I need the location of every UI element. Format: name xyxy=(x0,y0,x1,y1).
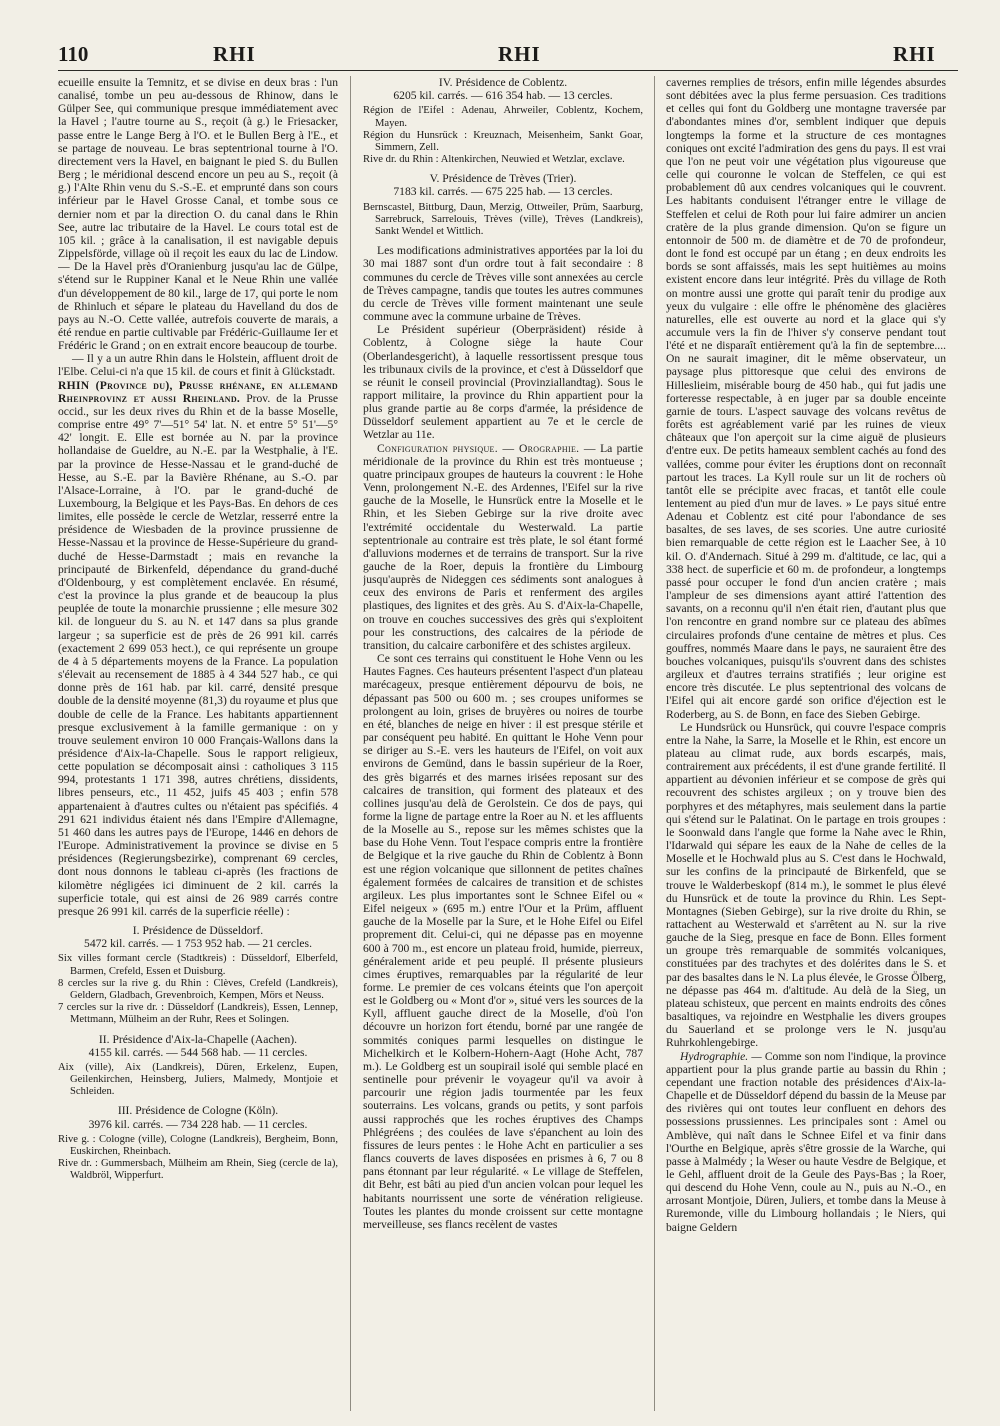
section-stats: 7183 kil. carrés. — 675 225 hab. — 13 cercles. xyxy=(393,185,613,199)
column-right xyxy=(666,76,946,1411)
section-title: I. Présidence de Düsseldorf. xyxy=(132,924,264,937)
subsection-heading: Hydrographie. — xyxy=(680,1049,762,1063)
entry-text: Prov. de la Prusse occid., sur les deux rives du Rhin et de la basse Moselle, comprise entre 49° 7'—51° 54' lat. N. et entre 5° 51'—5° 42' longit. E. Elle est bornée au N. par la province hollandaise de Gueldre, au N.-E. par la Westphalie, à l'E. par la province de Hesse-Nassau et le grand-duché de Hesse, au S.-E. par la Bavière Rhénane, au S.-O. par l'Alsace-Lorraine, à l'O. par le grand-duché de Luxembourg, la Belgique et les Pays-Bas. En dehors de ces limites, elle possède le cercle de Wetzlar, resserré entre la présidence de Wiesbaden de la province prussienne de Hesse-Nassau et la province de Hesse-Supérieure du grand-duché de Hesse-Darmstadt ; mais en revanche la principauté de Birkenfeld, dépendance du grand-duché d'Oldenbourg, y est complètement enclavée. En résumé, c'est la province la plus grande et de beaucoup la plus peuplée de toute la monarchie prussienne ; elle mesure 302 kil. de longueur du S. au N. et 147 dans sa plus grande largeur ; sa superficie est de près de 26 991 kil. carrés (exactement 2 699 053 hect.), ce qui représente un groupe de 4 à 5 départements moyens de la France. La population s'élevait au recensement de 1885 à 4 344 527 hab., ce qui donne près de 161 hab. par kil. carré, densité presque double de la densité moyenne (81,3) du royaume et plus que double de celle de la France. Les habitants appartiennent presque exclusivement à la famille germanique : on y trouve seulement environ 10 000 Français-Wallons dans la présidence d'Aix-la-Chapelle. Sous le rapport religieux, cette population se décomposait ainsi : catholiques 3 115 994, protestants 1 171 398, autres chrétiens, dissidents, libres penseurs, etc., 11 452, juifs 45 403 ; enfin 578 appartenaient à d'autres cultes ou n'étaient pas spécifiés. 4 291 621 individus étaient nés dans l'Empire d'Allemagne, 51 460 dans les autres pays de l'Europe, 1446 en dehors de l'Europe. Administrativement la province se divise en 5 présidences (Regierungsbezirke), comprenant 69 cercles, dont nous donnons le tableau ci-après (les fractions de kilomètre négligées ici diminuent de 2 kil. carrés la superficie totale, qui est ainsi de 26 989 carrés contre presque 26 991 kil. carrés de la superficie réelle) : xyxy=(58,391,338,918)
paragraph: — Il y a un autre Rhin dans le Holstein, affluent droit de l'Elbe. Celui-ci n'a que 15 kil. de cours et finit à Glückstadt. xyxy=(58,352,338,379)
list-item: 8 cercles sur la rive g. du Rhin : Clèves, Crefeld (Landkreis), Geldern, Gladbach, Grevenbroich, Kempen, Mörs et Neuss. xyxy=(58,977,338,1001)
section-stats: 5472 kil. carrés. — 1 753 952 hab. — 21 cercles. xyxy=(84,937,312,951)
column-divider xyxy=(350,76,351,1411)
paragraph-text: La partie méridionale de la province du Rhin est très montueuse ; quatre principaux groupes de hauteurs la couvrent : le Hohe Venn, prolongement N.-E. des Ardennes, l'Eifel sur la rive gauche de la Moselle, le Hunsrück entre la Moselle et le Rhin, et les Sieben Gebirge sur la rive droite avec l'extrémité occidentale du Westerwald. La partie septentrionale au contraire est très plate, le sol étant formé d'alluvions modernes et de terrains de transport. Sur la rive gauche de la Roer, depuis la frontière du Limbourg jusqu'auprès de Nideggen ces sédiments sont analogues à ceux des environs de Paris et renferment des argiles plastiques, des lignites et des grès. Au S. d'Aix-la-Chapelle, on trouve en couches successives des grès qui s'exploitent pour les constructions, des calcaires de la période de transition, du calcaire carbonifère et des schistes argileux. xyxy=(363,441,643,652)
list-item: Bernscastel, Bittburg, Daun, Merzig, Ottweiler, Prüm, Saarburg, Sarrebruck, Sarrelouis, Trèves (ville), Trèves (Landkreis), Sankt Wendel et Wittlich. xyxy=(363,201,643,238)
section-title: IV. Présidence de Coblentz. xyxy=(438,76,568,89)
paragraph-text: Comme son nom l'indique, la province appartient pour la plus grande partie au bassin du Rhin ; cependant une fraction notable des présidences d'Aix-la-Chapelle et de Düsseldorf dépend du bassin de la Meuse par des rivières qui ont toutes leur confluent en dehors des possessions prussiennes. Les principales sont : Amel ou Amblève, qui naît dans le Schnee Eifel et va finir dans l'Ourthe en Belgique, après s'être grossie de la Warche, qui passe à Malmédy ; la Weser ou haute Vesdre de Belgique, et le Gehl, affluent droit de la Geule des Pays-Bas ; la Roer, qui descend du Hohe Venn, coule au N., puis au N.-O., en arrosant Montjoie, Düren, Juliers, et tombe dans la Meuse à Ruremonde, ville du Limbourg hollandais ; le Niers, qui baigne Geldern xyxy=(666,1049,946,1234)
column-middle xyxy=(363,76,643,1411)
paragraph: Le Hundsrück ou Hunsrück, qui couvre l'espace compris entre la Nahe, la Sarre, la Moselle et le Rhin, est encore un plateau au climat rude, aux bords escarpés, mais, contrairement aux précédents, il est d'une grande fertilité. Il appartient au dévonien inférieur et se compose de grès qui recouvrent des schistes argileux ; on y trouve bien des porphyres et des métaphyres, mais seulement dans la partie qui s'étend sur le Palatinat. On le partage en trois groupes : le Soonwald dans l'angle que forme la Nahe avec le Rhin, l'Idarwald qui sépare les eaux de la Nahe de celles de la Moselle et le Hochwald plus au S. C'est dans le Hochwald, sur les confins de la principauté de Birkenfeld, que se trouve le Walderbeskopf (814 m.), le sommet le plus élevé du Hunsrück et de toute la province du Rhin. Les Sept-Montagnes (Sieben Gebirge), sur la rive droite du Rhin, se rattachent au Westerwald et s'arrêtent au N. sur la rive gauche de la Sieg, presque en face de Bonn. Elles forment un groupe très remarquable de sommités volcaniques, constituées par des trachytes et des dolérites dans le S. et par des basaltes dans le N. La plus élevée, le Grosse Ölberg, ne dépasse pas 464 m. d'altitude. Au delà de la Sieg, un plateau schisteux, que percent en maints endroits des cônes basaltiques, va rejoindre en Westphalie les divers groupes du Sauerland et se prolonge vers le N. jusqu'au Ruhrkohlengebirge. xyxy=(666,720,946,1050)
paragraph: Le Président supérieur (Oberpräsident) réside à Coblentz, à Cologne siège la haute Cour (Oberlandesgericht), à laquelle ressortissent presque tous les tribunaux civils de la province, et c'est à Düsseldorf que se réunit le conseil provincial (Provinziallandtag). Sous le rapport militaire, la province du Rhin appartient pour la plus grande partie au 8e corps d'armée, la présidence de Düsseldorf seulement appartient au 7e et le cercle de Wetzlar au 11e. xyxy=(363,323,643,442)
running-head-center: RHI xyxy=(498,42,541,66)
list-item: 7 cercles sur la rive dr. : Düsseldorf (Landkreis), Essen, Lennep, Mettmann, Mülheim an der Ruhr, Rees et Solingen. xyxy=(58,1002,338,1026)
page-header xyxy=(58,40,958,70)
list-item: Rive dr. du Rhin : Altenkirchen, Neuwied et Wetzlar, exclave. xyxy=(363,154,625,166)
list-item: Rive g. : Cologne (ville), Cologne (Landkreis), Bergheim, Bonn, Euskirchen, Rheinbach. xyxy=(58,1133,338,1157)
section-title: V. Présidence de Trèves (Trier). xyxy=(429,172,577,186)
list-item: Rive dr. : Gummersbach, Mülheim am Rhein, Sieg (cercle de la), Waldbröl, Wipperfurt. xyxy=(58,1158,338,1182)
section-stats: 3976 kil. carrés. — 734 228 hab. — 11 cercles. xyxy=(88,1117,308,1131)
list-item: Aix (ville), Aix (Landkreis), Düren, Erkelenz, Eupen, Geilenkirchen, Heinsberg, Juliers, Malmedy, Montjoie et Schleiden. xyxy=(58,1061,338,1098)
list-item: Région de l'Eifel : Adenau, Ahrweiler, Coblentz, Kochem, Mayen. xyxy=(363,105,643,129)
section-stats: 4155 kil. carrés. — 544 568 hab. — 11 cercles. xyxy=(88,1045,308,1059)
header-rule xyxy=(58,70,958,71)
subsection-heading: Configuration physique. — Orographie. — xyxy=(377,441,596,455)
column-left xyxy=(58,76,338,1411)
paragraph: Ce sont ces terrains qui constituent le Hohe Venn ou les Hautes Fagnes. Ces hauteurs présentent l'aspect d'un plateau marécageux, presque entièrement dépourvu de bois, ne dépassant pas 500 ou 600 m. ; ses croupes uniformes se prolongent au loin, grises de bruyères ou noires de tourbe en été, blanches de neige en hiver : il est presque stérile et par conséquent peu habité. En quittant le Hohe Venn pour se diriger au S.-E. vers les hauteurs de l'Eifel, on voit aux environs de Gemünd, dans le bassin supérieur de la Roer, des grès bigarrés et des marnes irisées reposant sur des calcaires de transition, qui forment des plateaux et des collines jusqu'au delà de Gerolstein. Ce dos de pays, qui forme la ligne de partage entre la Roer au N. et les affluents de la Moselle au S., repose sur les mêmes schistes que la base du Hohe Venn. Tout l'espace compris entre la frontière de Belgique et la rive gauche du Rhin de Coblentz à Bonn est une région volcanique que sillonnent de petites chaînes également formées de calcaires de transition et de schistes argileux. Les plus importantes sont le Schnee Eifel ou « Eifel neigeux » (695 m.) entre l'Our et la Prüm, affluent gauche de la Moselle par la Sure, et le Hohe Eifel ou Eifel proprement dit. Celui-ci, qui ne dépasse pas en moyenne 600 à 700 m., est encore un plateau froid, humide, pierreux, généralement aride et peu peuplé. Il présente plusieurs cimes éruptives, remarquables par la régularité de leur forme. Le premier de ces volcans éteints que l'on aperçoit est le Goldberg ou « Mont d'or », situé vers les sources de la Kyll, affluent gauche direct de la Moselle, d'où l'on découvre un horizon fort étendu, borné par une rangée de sommités coniques parmi lesquelles on distingue le Michelkirch et le Kolbern-Hohern-Aagt (Hohe Acht, 787 m.). Le Goldberg est un soupirail isolé qui semble placé en sentinelle pour prévenir le voyageur qu'il va avoir à parcourir une région jadis tourmentée par les feux souterrains. Les volcans, grands ou petits, y sont parfois aussi rapprochés que les roches éruptives des Champs Phlégréens ; des coulées de lave s'épanchent au loin des fissures de leurs pentes : le Hohe Acht en particulier a ses flancs couverts de laves disposées en prismes à 6, 7 ou 8 pans étonnant par leur régularité. « Le village de Steffelen, dit Behr, est bâti au pied d'un ancien volcan pour lequel les habitants nourrissent une sorte de vénération religieuse. Toutes les plantes du monde croissent sur cette montagne merveilleuse, ses flancs recèlent de vastes xyxy=(363,652,643,1231)
list-item: Région du Hunsrück : Kreuznach, Meisenheim, Sankt Goar, Simmern, Zell. xyxy=(363,129,643,153)
paragraph xyxy=(58,379,338,918)
section-title: II. Présidence d'Aix-la-Chapelle (Aachen). xyxy=(98,1032,298,1046)
running-head-right: RHI xyxy=(893,42,936,66)
paragraph: Les modifications administratives apportées par la loi du 30 mai 1887 sont d'un ordre tout à fait secondaire : 8 communes du cercle de Trèves ville sont annexées au cercle de Trèves campagne, tandis que toutes les autres communes du cercle de Trèves ville forment maintenant une seule commune avec la commune urbaine de Trèves. xyxy=(363,244,643,324)
paragraph: ecueille ensuite la Temnitz, et se divise en deux bras : l'un canalisé, tombe un peu au-dessous de Rhinow, dans le Gülper See, qui communique presque immédiatement avec la Havel ; l'autre tourne au S., reçoit (à g.) le Friesacker, passe entre le Lange Berg à l'O. et le Bullen Berg à l'E., et se partage de nouveau. Le bras septentrional tourne à l'O. directement vers la Havel, en baignant le pied S. du Bullen Berg ; le méridional descend encore un peu au S., reçoit (à g.) l'Alte Rhin venu du S.-S.-E. et emprunté dans son cours inférieur par le Havel Grosse Canal, et tombe sous ce dernier nom et par la direction O. du canal dans le Rhin See, autre lac tributaire de la Havel. Le cours total est de 105 kil. ; grâce à la canalisation, il est navigable depuis Zippelsförde, village où il reçoit les eaux du lac de Lindow. — De la Havel près d'Oranienburg jusqu'au lac de Gülpe, s'étend sur le Ruppiner Kanal et le Neue Rhin une vallée d'un développement de 80 kil., large de 17, qui porte le nom de Rhinluch et sépare le plateau du Havelland du dos de pays au N.-O. Cette vallée, autrefois couverte de marais, a été rendue en partie cultivable par Frédéric-Guillaume Ier et Frédéric le Grand ; on en extrait encore beaucoup de tourbe. xyxy=(58,76,338,353)
paragraph: cavernes remplies de trésors, enfin mille légendes absurdes sont débitées avec la plus ferme persuasion. Ces traditions et celles qui font du Goldberg une montagne traversée par d'abondantes mines d'or, semblent indiquer que depuis longtemps la forme et la structure de ces montagnes coniques ont excité l'admiration des gens du pays. Il est vrai que l'on ne peut voir une végétation plus vigoureuse que celle qui couronne le volcan de Steffelen, ce qui est probablement dû aux cendres volcaniques qui le couvrent. Les habitants conduisent l'étranger entre le village de Steffelen et celui de Roth pour lui faire admirer un ancien cratère de la plus grande dimension. Qu'on se figure un entonnoir de 500 m. de diamètre et de 70 de profondeur, dont le fond est occupé par un étang ; en deux endroits les bords se sont affaissés, mais les sept huitièmes au moins existent encore dans leur intégrité. Près du village de Roth on montre aussi une grotte qui paraît tenir du prodige aux yeux du vulgaire : elle offre le phénomène des glacières naturelles, elle est ouverte au nord et la glace qui s'y accumule vers la fin de l'hiver s'y conserve pendant tout l'été et ne disparaît entièrement qu'à la fin de septembre.... On ne saurait imaginer, dit le même observateur, un paysage plus pittoresque que celui des environs de Hilleslieim, misérable bourg de 450 hab., qui fut jadis une forteresse respectable, à en juger par sa double enceinte garnie de tours. L'aspect sauvage des volcans revêtus de forêts est agréablement varié par les ruines de vieux châteaux que l'on aperçoit sur la cime aiguë de plusieurs d'entre eux. De petits hameaux semblent cachés au fond des vallées, comme pour éviter les éruptions dont on reconnaît partout les traces. La Kyll roule sur un lit de rochers où tantôt elle se précipite avec fracas, et tantôt elle coule lentement au pied d'un mur de laves. » Le pays situé entre Adenau et Coblentz est cité pour l'abondance de ses basaltes, de ses laves, de ses scories. Une autre curiosité bien remarquable de cette région est le Laacher See, à 10 kil. O. d'Andernach. Situé à 299 m. d'altitude, ce lac, qui a 338 hect. de superficie et 60 m. de profondeur, a longtemps passé pour occuper le fond d'un ancien cratère ; mais l'ampleur de ses dimensions ayant attiré l'attention des savants, on a reconnu qu'il n'en était rien, d'autant plus que l'on rencontre en grand nombre sur ce plateau des abîmes circulaires profonds d'une centaine de mètres et plus. Ces gouffres, nommés Maare dans le pays, ne sauraient être des bouches volcaniques, puisqu'ils s'ouvrent dans des schistes argileux et d'autres terrains stratifiés ; leur origine est encore très discutée. Le plus septentrional des volcans de l'Eifel qui ait encore gardé son orifice d'éjection est le Roderberg, au S. de Bonn, en face des Sieben Gebirge. xyxy=(666,76,946,721)
page-number: 110 xyxy=(58,42,89,66)
section-stats: 6205 kil. carrés. — 616 354 hab. — 13 cercles. xyxy=(393,89,613,103)
column-divider xyxy=(654,76,655,1411)
running-head-left: RHI xyxy=(213,42,256,66)
paragraph xyxy=(666,1050,946,1234)
paragraph xyxy=(363,442,643,653)
list-item: Six villes formant cercle (Stadtkreis) : Düsseldorf, Elberfeld, Barmen, Crefeld, Essen et Duisburg. xyxy=(58,953,338,977)
entry-headword: RHIN (Province du), Prusse rhénane, en allemand Rheinprovinz et aussi Rheinland. xyxy=(58,378,338,405)
section-title: III. Présidence de Cologne (Köln). xyxy=(117,1104,279,1118)
